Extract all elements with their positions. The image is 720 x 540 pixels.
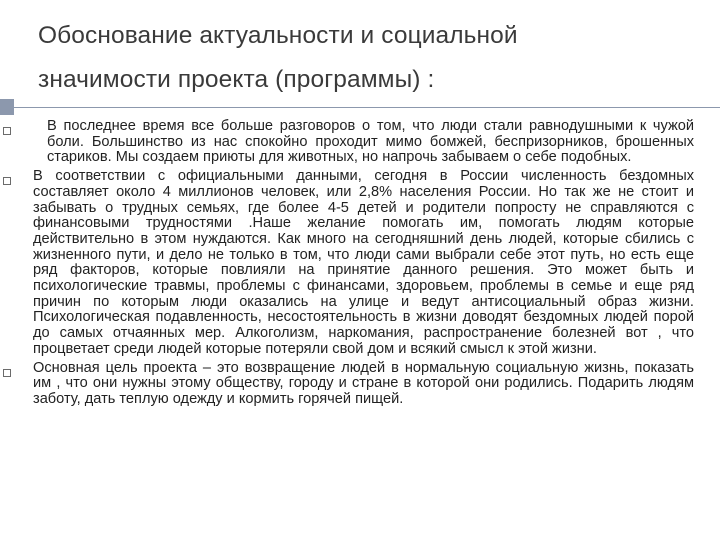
bullet-item-1: [0, 119, 720, 166]
square-bullet-icon: [3, 127, 11, 135]
title-divider-line: [14, 107, 720, 108]
title-line-1: Обоснование актуальности и социальной: [38, 22, 518, 49]
bullet-text: Основная цель проекта – это возвращение людей в нормальную социальную жизнь, показать им , что они нужны этому обществу, городу и стране в которой они родились. Подарить людям заботу, дать теплую одежду и кормить горячей пищей.: [33, 359, 694, 407]
square-bullet-icon: [3, 369, 11, 377]
title-line-2: значимости проекта (программы) :: [38, 66, 435, 93]
bullet-item-2: [0, 169, 720, 357]
bullet-item-3: [0, 361, 720, 408]
bullet-text: В соответствии с официальными данными, сегодня в России численность бездомных составляет около 4 миллионов человек, или 2,8% населения России. Но так же не стоит и забывать о трудных семьях, где более 4-5 детей и родители попросту не справляются с финансовыми трудностями .Наше желание помогать им, помогать людям которые действительно в этом нуждаются. Как много на сегодняшний день людей, которые сбились с жизненного пути, и дело не только в том, что люди сами выбрали себе этот путь, но есть еще ряд факторов, которые повлияли на принятие данного решения. Это может быть и психологические травмы, проблемы с финансами, здоровьем, проблемы в семье и еще ряд причин по которым люди оказались на улице и ведут антисоциальный образ жизни. Психологическая подавленность, несостоятельность в жизни доводят бездомных людей порой до самых отчаянных мер. Алкоголизм, наркомания, распространение болезней вот , что процветает среди людей которые потеряли свой дом и всякий смысл к этой жизни.: [33, 168, 694, 357]
square-bullet-icon: [3, 177, 11, 185]
bullet-text: В последнее время все больше разговоров о том, что люди стали равнодушными к чужой боли. Большинство из нас спокойно проходит мимо бомжей, беспризорников, брошенных стариков. Мы создаем приюты для животных, но напрочь забываем о себе подобных.: [47, 118, 694, 166]
title-divider-accent: [0, 99, 14, 115]
slide-title: [38, 14, 698, 102]
bullet-list: [0, 119, 720, 408]
